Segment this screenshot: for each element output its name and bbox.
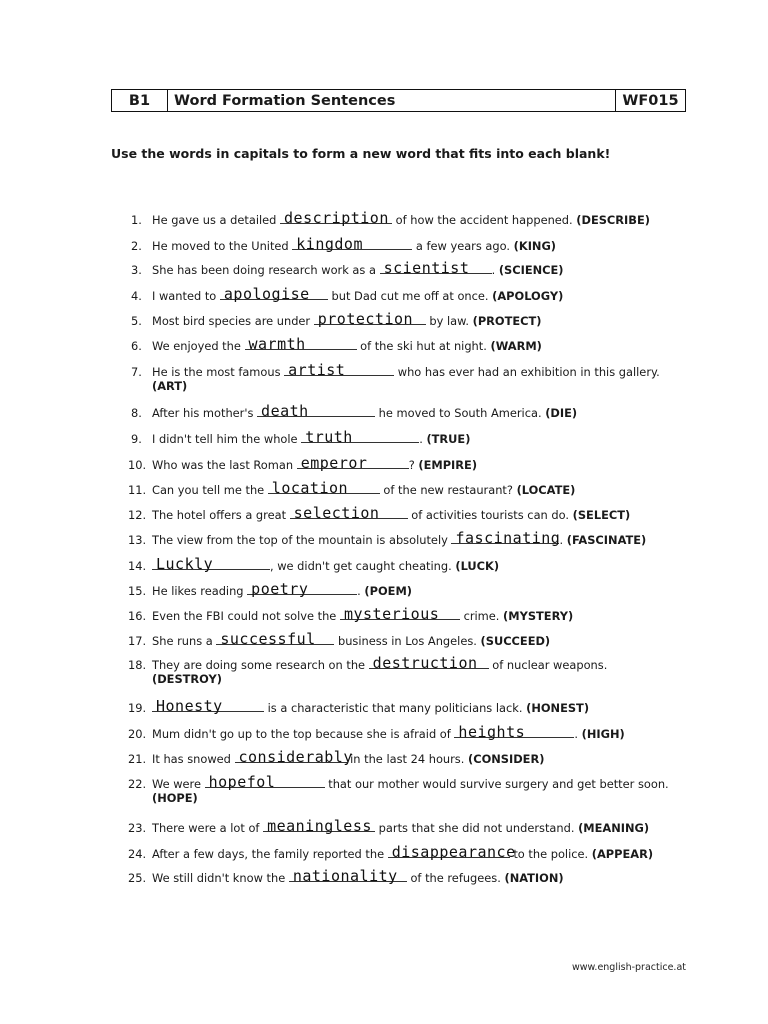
answer-blank[interactable]: [388, 843, 516, 861]
handwritten-answer: mysterious: [343, 605, 440, 623]
sentence-item: [131, 310, 542, 328]
sentence-text: who has ever had an exhibition in this gallery.: [394, 365, 660, 379]
sentence-item: [128, 479, 576, 497]
base-word-cue: (CONSIDER): [468, 752, 545, 766]
base-word-cue: (HIGH): [581, 727, 625, 741]
handwritten-answer: considerably: [238, 748, 353, 766]
item-number: 1.: [131, 213, 142, 227]
sentence-item: [131, 259, 564, 277]
sentence-text: We were: [152, 777, 205, 791]
answer-blank[interactable]: [289, 867, 407, 885]
header-table: [111, 89, 686, 112]
answer-blank[interactable]: [284, 361, 394, 379]
sentence-text: .: [419, 432, 427, 446]
base-word-cue: (APOLOGY): [492, 289, 564, 303]
handwritten-answer: protection: [317, 310, 414, 328]
sentence-item: [131, 428, 471, 446]
base-word-cue: (LUCK): [455, 559, 500, 573]
item-number: 22.: [128, 777, 147, 791]
sentence-text: He is the most famous: [152, 365, 285, 379]
item-number: 12.: [128, 508, 147, 522]
level-cell: B1: [112, 90, 168, 111]
answer-blank[interactable]: [297, 454, 409, 472]
handwritten-answer: scientist: [383, 259, 470, 277]
sentence-item: [131, 402, 578, 420]
sentence-text: by law.: [425, 314, 473, 328]
sentence-text: parts that she did not understand.: [375, 821, 579, 835]
item-number: 10.: [128, 458, 147, 472]
base-word-cue: (KING): [513, 239, 557, 253]
answer-blank[interactable]: [340, 605, 460, 623]
answer-blank[interactable]: [290, 504, 408, 522]
sentence-text: a few years ago.: [412, 239, 514, 253]
base-word-cue: (WARM): [490, 339, 542, 353]
sentence-text: She has been doing research work as a: [152, 263, 380, 277]
base-word-cue: (APPEAR): [591, 847, 654, 861]
sentence-text: he moved to South America.: [375, 406, 546, 420]
item-number: 13.: [128, 533, 147, 547]
base-word-cue: (SUCCEED): [480, 634, 551, 648]
base-word-cue: (HOPE): [152, 791, 198, 805]
handwritten-answer: kingdom: [296, 235, 363, 253]
handwritten-answer: heights: [458, 723, 526, 741]
base-word-cue: (ART): [152, 379, 188, 393]
handwritten-answer: artist: [288, 361, 346, 379]
sentence-text: The view from the top of the mountain is absolutely: [152, 533, 452, 547]
item-number: 8.: [131, 406, 142, 420]
handwritten-answer: destruction: [372, 654, 478, 672]
worksheet-code: WF015: [622, 92, 679, 109]
sentence-item: [131, 235, 557, 253]
base-word-cue: (NATION): [504, 871, 564, 885]
item-number: 4.: [131, 289, 142, 303]
sentence-item: [128, 843, 654, 861]
sentence-text: It has snowed: [152, 752, 235, 766]
sentence-item: [128, 454, 478, 472]
sentence-text: I wanted to: [152, 289, 220, 303]
handwritten-answer: disappearance: [391, 843, 516, 861]
sentence-item: [128, 630, 551, 648]
answer-blank[interactable]: [247, 580, 357, 598]
base-word-cue: (DESCRIBE): [576, 213, 650, 227]
item-number: 2.: [131, 239, 142, 253]
handwritten-answer: emperor: [300, 454, 368, 472]
sentence-text: Who was the last Roman: [152, 458, 297, 472]
sentence-item: [128, 867, 564, 885]
answer-blank[interactable]: [152, 555, 270, 573]
sentence-item: [128, 504, 631, 522]
base-word-cue: (DESTROY): [152, 672, 222, 686]
sentence-text: of the refugees.: [406, 871, 505, 885]
sentence-text: They are doing some research on the: [152, 658, 369, 672]
sentence-item: [128, 529, 647, 547]
item-number: 18.: [128, 658, 147, 672]
base-word-cue: (PROTECT): [472, 314, 542, 328]
answer-blank[interactable]: [268, 479, 380, 497]
sentence-item: [128, 723, 625, 741]
sentence-item: [131, 335, 542, 353]
sentence-text: .: [559, 533, 567, 547]
sentence-text: He likes reading: [152, 584, 248, 598]
item-number: 6.: [131, 339, 142, 353]
handwritten-answer: fascinating: [455, 529, 561, 547]
sentence-text: in the last 24 hours.: [346, 752, 468, 766]
sentence-text: Can you tell me the: [152, 483, 268, 497]
instructions: Use the words in capitals to form a new word that fits into each blank!: [111, 146, 611, 161]
answer-blank[interactable]: [216, 630, 334, 648]
sentence-item: [128, 654, 608, 686]
sentence-item: [128, 555, 500, 573]
sentence-text: She runs a: [152, 634, 217, 648]
item-number: 21.: [128, 752, 147, 766]
sentence-text: Even the FBI could not solve the: [152, 609, 340, 623]
sentence-text: He gave us a detailed: [152, 213, 281, 227]
handwritten-answer: description: [284, 209, 389, 227]
sentence-text: of how the accident happened.: [392, 213, 577, 227]
answer-blank[interactable]: [257, 402, 375, 420]
sentence-text: Mum didn't go up to the top because she is afraid of: [152, 727, 455, 741]
worksheet-title: Word Formation Sentences: [168, 90, 616, 111]
sentence-text: of activities tourists can do.: [407, 508, 573, 522]
base-word-cue: (MEANING): [578, 821, 650, 835]
item-number: 7.: [131, 365, 142, 379]
sentence-item: [131, 209, 650, 227]
handwritten-answer: nationality: [292, 867, 398, 885]
item-number: 14.: [128, 559, 147, 573]
item-number: 19.: [128, 701, 147, 715]
sentence-item: [128, 817, 650, 835]
sentence-text: He moved to the United: [152, 239, 293, 253]
sentence-text: business in Los Angeles.: [334, 634, 481, 648]
sentence-text: but Dad cut me off at once.: [327, 289, 493, 303]
sentence-text: of the new restaurant?: [379, 483, 517, 497]
base-word-cue: (LOCATE): [516, 483, 576, 497]
handwritten-answer: meaningless: [267, 817, 372, 835]
answer-blank[interactable]: [245, 335, 357, 353]
sentence-item: [128, 697, 590, 715]
base-word-cue: (TRUE): [426, 432, 471, 446]
sentence-text: crime.: [459, 609, 504, 623]
item-number: 20.: [128, 727, 147, 741]
handwritten-answer: apologise: [223, 285, 310, 303]
sentence-item: [131, 285, 564, 303]
sentence-text: There were a lot of: [152, 821, 264, 835]
answer-blank[interactable]: [380, 259, 492, 277]
sentence-item: [128, 580, 412, 598]
answer-blank[interactable]: [235, 748, 353, 766]
base-word-cue: (SELECT): [572, 508, 631, 522]
sentence-text: to the police.: [509, 847, 592, 861]
sentence-item: [128, 605, 574, 623]
sentence-text: After his mother's: [152, 406, 258, 420]
sentence-text: is a characteristic that many politicians lack.: [264, 701, 527, 715]
answer-blank[interactable]: [152, 697, 264, 715]
item-number: 23.: [128, 821, 147, 835]
sentence-item: [128, 748, 545, 766]
item-number: 3.: [131, 263, 142, 277]
handwritten-answer: hopefol: [208, 773, 276, 791]
sentence-text: .: [574, 727, 582, 741]
answer-blank[interactable]: [454, 723, 574, 741]
answer-blank[interactable]: [301, 428, 419, 446]
base-word-cue: (FASCINATE): [566, 533, 647, 547]
sentence-text: Most bird species are under: [152, 314, 314, 328]
item-number: 16.: [128, 609, 147, 623]
base-word-cue: (SCIENCE): [498, 263, 564, 277]
footer-url: www.english-practice.at: [571, 962, 686, 973]
sentence-text: , we didn't get caught cheating.: [270, 559, 456, 573]
sentence-text: .: [491, 263, 499, 277]
answer-blank[interactable]: [451, 529, 561, 547]
item-number: 25.: [128, 871, 147, 885]
handwritten-answer: Honesty: [156, 697, 223, 715]
sentence-text: that our mother would survive surgery and get better soon.: [324, 777, 669, 791]
answer-blank[interactable]: [314, 310, 426, 328]
handwritten-answer: successful: [220, 630, 316, 648]
sentence-item: [128, 773, 669, 805]
answer-blank[interactable]: [292, 235, 412, 253]
sentence-text: I didn't tell him the whole: [152, 432, 302, 446]
sentence-text: of the ski hut at night.: [356, 339, 491, 353]
sentence-text: The hotel offers a great: [152, 508, 290, 522]
item-number: 9.: [131, 432, 142, 446]
item-number: 11.: [128, 483, 147, 497]
answer-blank[interactable]: [369, 654, 489, 672]
base-word-cue: (EMPIRE): [418, 458, 478, 472]
answer-blank[interactable]: [205, 773, 325, 791]
handwritten-answer: location: [271, 479, 349, 497]
answer-blank[interactable]: [280, 209, 392, 227]
sentence-text: We still didn't know the: [152, 871, 289, 885]
handwritten-answer: warmth: [248, 335, 306, 353]
sentence-text: .: [357, 584, 365, 598]
answer-blank[interactable]: [220, 285, 328, 303]
item-number: 17.: [128, 634, 147, 648]
item-number: 15.: [128, 584, 147, 598]
handwritten-answer: Luckly: [156, 555, 214, 573]
sentence-text: We enjoyed the: [152, 339, 245, 353]
sentence-text: of nuclear weapons.: [488, 658, 608, 672]
handwritten-answer: truth: [305, 428, 353, 446]
item-number: 5.: [131, 314, 142, 328]
handwritten-answer: selection: [293, 504, 380, 522]
base-word-cue: (POEM): [364, 584, 412, 598]
item-number: 24.: [128, 847, 147, 861]
handwritten-answer: death: [261, 402, 309, 420]
handwritten-answer: poetry: [251, 580, 309, 598]
base-word-cue: (MYSTERY): [503, 609, 574, 623]
answer-blank[interactable]: [263, 817, 375, 835]
base-word-cue: (DIE): [545, 406, 578, 420]
sentence-item: [131, 361, 660, 393]
base-word-cue: (HONEST): [526, 701, 590, 715]
sentence-text: After a few days, the family reported the: [152, 847, 388, 861]
sentence-text: ?: [408, 458, 419, 472]
